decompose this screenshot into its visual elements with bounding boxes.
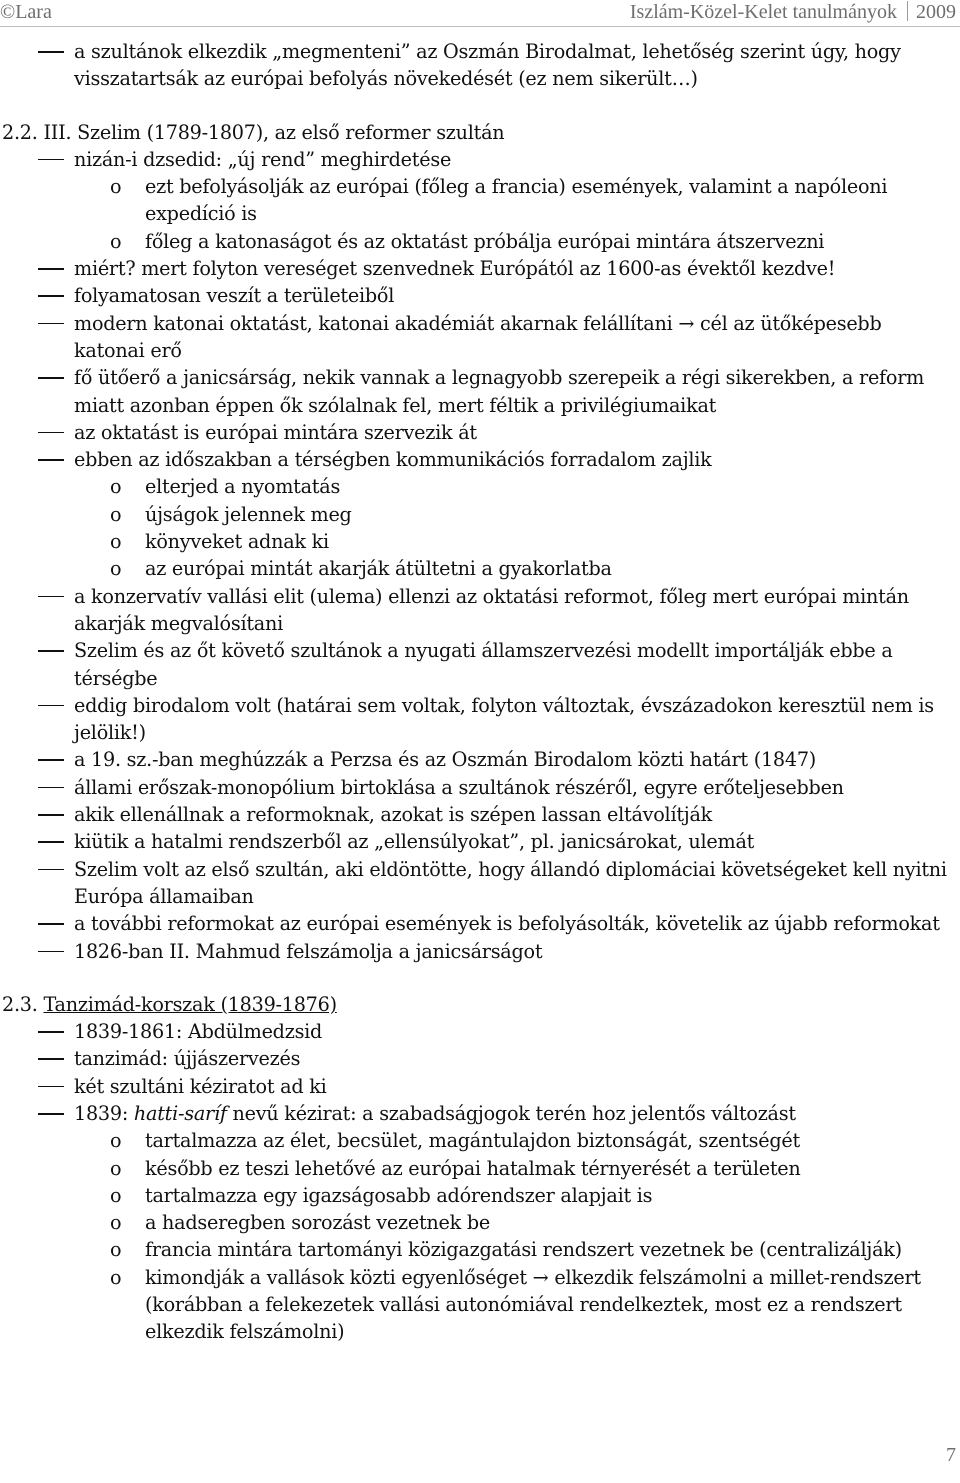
item-text: nizán-i dzsedid: „új rend” meghirdetése (74, 147, 452, 171)
bullet-item (0, 938, 960, 965)
item-text: akik ellenállnak a reformoknak, azokat is szépen lassan eltávolítják (74, 803, 713, 827)
dash-bullet-marker (38, 596, 64, 598)
item-text: a szultánok elkezdik „megmenteni” az Oszmán Birodalmat, lehetőség szerint úgy, hogy visszatartsák az európai befolyás növekedését (ez nem sikerült…) (74, 40, 901, 91)
item-text: tartalmazza egy igazságosabb adórendszer alapjait is (145, 1183, 653, 1207)
item-text-suffix: nevű kézirat: a szabadságjogok terén hoz jelentős változást (226, 1101, 796, 1125)
circle-bullet-marker: o (110, 1129, 122, 1153)
item-text: Szelim volt az első szultán, aki eldöntötte, hogy állandó diplomáciai követségeket kell nyitni Európa államaiban (74, 857, 947, 908)
dash-bullet-marker (38, 1086, 64, 1088)
dash-bullet-marker (38, 51, 64, 53)
section-heading-text: 2.2. III. Szelim (1789-1807), az első reformer szultán (2, 120, 505, 144)
dash-bullet-marker (38, 1113, 64, 1115)
item-text: eddig birodalom volt (határai sem voltak, folyton változtak, évszázadokon keresztül nem is jelölik!) (74, 693, 934, 745)
item-text: az európai mintát akarják átültetni a gyakorlatba (145, 557, 612, 581)
circle-bullet-marker: o (110, 175, 122, 199)
section-gap (0, 93, 960, 119)
bullet-item (0, 828, 960, 855)
sub-bullet-item (0, 1155, 960, 1182)
item-text-prefix: 1839: (74, 1101, 134, 1125)
dash-bullet-marker (38, 268, 64, 270)
item-text: az oktatást is európai mintára szervezik át (74, 420, 477, 444)
dash-bullet-marker (38, 1031, 64, 1033)
dash-bullet-marker (38, 323, 64, 325)
section-heading (0, 119, 960, 146)
dash-bullet-marker (38, 650, 64, 652)
circle-bullet-marker: o (110, 229, 122, 253)
document-body (0, 38, 960, 1346)
sub-bullet-item (0, 1127, 960, 1154)
sub-bullet-item (0, 501, 960, 528)
bullet-item (0, 692, 960, 747)
page-number: 7 (946, 1444, 956, 1466)
item-text: tartalmazza az élet, becsület, magántulajdon biztonságát, szentségét (145, 1129, 800, 1153)
sub-bullet-item (0, 1264, 960, 1346)
circle-bullet-marker: o (110, 1156, 122, 1180)
item-text: főleg a katonaságot és az oktatást próbálja európai mintára átszervezni (145, 229, 825, 253)
dash-bullet-marker (38, 814, 64, 816)
item-text: 1839-1861: Abdülmedzsid (74, 1020, 323, 1044)
bullet-item (0, 1018, 960, 1045)
dash-bullet-marker (38, 787, 64, 789)
sub-bullet-item (0, 173, 960, 228)
item-text: a konzervatív vallási elit (ulema) ellenzi az oktatási reformot, főleg mert európai mintán akarják megvalósítani (74, 584, 909, 635)
sub-bullet-item (0, 1236, 960, 1263)
bullet-item (0, 282, 960, 309)
bullet-item (0, 746, 960, 773)
item-text: kiütik a hatalmi rendszerből az „ellensúlyokat”, pl. janicsárokat, ulemát (74, 830, 755, 854)
item-text: tanzimád: újjászervezés (74, 1047, 301, 1071)
header-title: Iszlám-Közel-Kelet tanulmányok (629, 1, 897, 23)
bullet-item (0, 774, 960, 801)
bullet-item (0, 583, 960, 638)
item-text: két szultáni kéziratot ad ki (74, 1074, 327, 1098)
bullet-item (0, 419, 960, 446)
dash-bullet-marker (38, 759, 64, 761)
section-number: 2.3. (2, 992, 38, 1016)
dash-bullet-marker (38, 705, 64, 707)
dash-bullet-marker (38, 869, 64, 871)
item-text: folyamatosan veszít a területeiből (74, 284, 395, 308)
header-year: 2009 (916, 1, 956, 23)
bullet-item (0, 38, 960, 93)
dash-bullet-marker (38, 1058, 64, 1060)
item-text: francia mintára tartományi közigazgatási rendszert vezetnek be (centralizálják) (145, 1238, 902, 1262)
dash-bullet-marker (38, 923, 64, 925)
dash-bullet-marker (38, 841, 64, 843)
bullet-item (0, 255, 960, 282)
item-text: a 19. sz.-ban meghúzzák a Perzsa és az Oszmán Birodalom közti határt (1847) (74, 748, 817, 772)
sub-bullet-item (0, 1209, 960, 1236)
item-text: állami erőszak-monopólium birtoklása a szultánok részéről, egyre erőteljesebben (74, 775, 844, 799)
item-text-emphasis: hatti-saríf (133, 1101, 227, 1125)
item-text: ebben az időszakban a térségben kommunikációs forradalom zajlik (74, 448, 712, 472)
bullet-item (0, 446, 960, 473)
circle-bullet-marker: o (110, 475, 122, 499)
header-separator (907, 1, 908, 21)
dash-bullet-marker (38, 951, 64, 953)
header-author: ©Lara (0, 1, 52, 23)
circle-bullet-marker: o (110, 1238, 122, 1262)
item-text: később ez teszi lehetővé az európai hatalmak térnyerését a területen (145, 1156, 801, 1180)
sub-bullet-item (0, 473, 960, 500)
bullet-item (0, 1073, 960, 1100)
item-text: miért? mert folyton vereséget szenvednek Európától az 1600-as évektől kezdve! (74, 257, 836, 281)
circle-bullet-marker: o (110, 557, 122, 581)
bullet-item (0, 1045, 960, 1072)
page-header (0, 0, 960, 27)
dash-bullet-marker (38, 459, 64, 461)
circle-bullet-marker: o (110, 530, 122, 554)
circle-bullet-marker: o (110, 1211, 122, 1235)
sub-bullet-item (0, 1182, 960, 1209)
section-heading (0, 991, 960, 1018)
bullet-item (0, 1100, 960, 1127)
dash-bullet-marker (38, 159, 64, 161)
bullet-item (0, 801, 960, 828)
circle-bullet-marker: o (110, 502, 122, 526)
sub-bullet-item (0, 228, 960, 255)
item-text: könyveket adnak ki (145, 530, 329, 554)
section-gap (0, 965, 960, 991)
bullet-item (0, 364, 960, 419)
item-text: a hadseregben sorozást vezetnek be (145, 1211, 490, 1235)
sub-bullet-item (0, 555, 960, 582)
bullet-item (0, 637, 960, 692)
dash-bullet-marker (38, 377, 64, 379)
item-text: elterjed a nyomtatás (145, 475, 341, 499)
circle-bullet-marker: o (110, 1183, 122, 1207)
item-text: újságok jelennek meg (145, 502, 352, 526)
item-text: fő ütőerő a janicsárság, nekik vannak a legnagyobb szerepeik a régi sikerekben, a reform miatt azonban éppen ők szólalnak fel, mert féltik a privilégiumaikat (74, 366, 925, 417)
bullet-item (0, 146, 960, 173)
dash-bullet-marker (38, 432, 64, 434)
circle-bullet-marker: o (110, 1265, 122, 1289)
item-text: 1826-ban II. Mahmud felszámolja a janicsárságot (74, 939, 543, 963)
item-text: Szelim és az őt követő szultánok a nyugati államszervezési modellt importálják ebbe a térségbe (74, 639, 893, 690)
sub-bullet-item (0, 528, 960, 555)
bullet-item (0, 910, 960, 937)
dash-bullet-marker (38, 295, 64, 297)
item-text: kimondják a vallások közti egyenlőséget → elkezdik felszámolni a millet-rendszert (korábban a felekezetek vallási autonómiával rendelkeztek, most ez a rendszert elkezdik felszámolni) (145, 1265, 921, 1344)
bullet-item (0, 310, 960, 365)
item-text: a további reformokat az európai események is befolyásolták, követelik az újabb reformokat (74, 912, 940, 936)
header-title-group (630, 0, 956, 24)
item-text: modern katonai oktatást, katonai akadémiát akarnak felállítani → cél az ütőképesebb katonai erő (74, 311, 882, 362)
item-text: ezt befolyásolják az európai (főleg a francia) események, valamint a napóleoni expedíció is (145, 175, 888, 226)
bullet-item (0, 856, 960, 911)
section-heading-text: Tanzimád-korszak (1839-1876) (43, 992, 337, 1016)
